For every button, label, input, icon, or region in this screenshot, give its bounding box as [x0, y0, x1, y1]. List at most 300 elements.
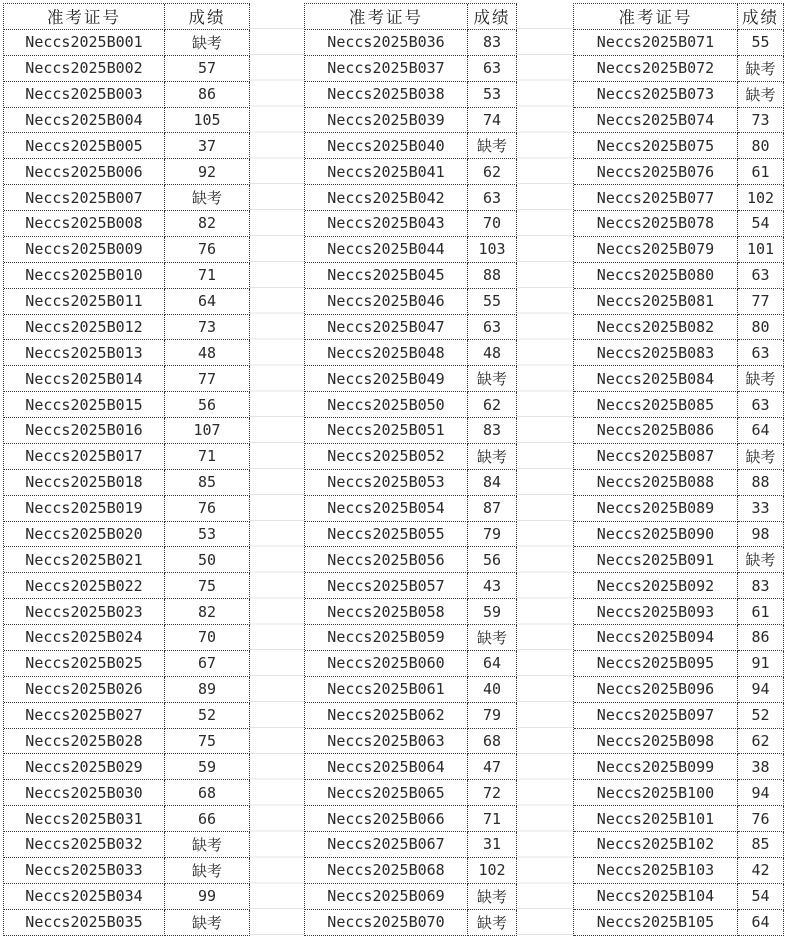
score-cell: 83: [468, 418, 517, 444]
candidate-id-cell: Neccs2025B040: [305, 133, 468, 159]
table-row: [4, 159, 250, 185]
score-cell: 99: [165, 884, 250, 910]
candidate-id-cell: Neccs2025B013: [4, 340, 165, 366]
candidate-id-cell: Neccs2025B057: [305, 573, 468, 599]
candidate-id-cell: Neccs2025B102: [574, 832, 738, 858]
candidate-id-cell: Neccs2025B017: [4, 444, 165, 470]
candidate-id-cell: Neccs2025B092: [574, 573, 738, 599]
table-row: [4, 444, 250, 470]
candidate-id-cell: Neccs2025B051: [305, 418, 468, 444]
candidate-id-cell: Neccs2025B089: [574, 496, 738, 522]
candidate-id-cell: Neccs2025B101: [574, 806, 738, 832]
score-cell: 77: [165, 366, 250, 392]
score-table-1: [3, 3, 250, 936]
table-row: [4, 185, 250, 211]
candidate-id-cell: Neccs2025B014: [4, 366, 165, 392]
score-cell: 63: [738, 340, 784, 366]
table-row: [4, 884, 250, 910]
column-header-score: 成绩: [738, 4, 784, 30]
score-cell: 50: [165, 547, 250, 573]
table-row: [305, 651, 517, 677]
score-cell: 105: [165, 108, 250, 134]
table-row: [305, 366, 517, 392]
candidate-id-cell: Neccs2025B028: [4, 729, 165, 755]
table-row: [574, 340, 784, 366]
candidate-id-cell: Neccs2025B046: [305, 289, 468, 315]
table-row: [4, 30, 250, 56]
table-row: [4, 289, 250, 315]
table-row: [574, 444, 784, 470]
table-row: [4, 832, 250, 858]
candidate-id-cell: Neccs2025B054: [305, 496, 468, 522]
score-cell: 94: [738, 677, 784, 703]
score-cell: 55: [468, 289, 517, 315]
table-row: [4, 108, 250, 134]
table-row: [305, 703, 517, 729]
table-row: [574, 625, 784, 651]
candidate-id-cell: Neccs2025B029: [4, 754, 165, 780]
table-row: [305, 108, 517, 134]
score-cell: 56: [165, 392, 250, 418]
score-cell: 86: [738, 625, 784, 651]
score-cell: 70: [468, 211, 517, 237]
table-row: [574, 910, 784, 936]
score-cell: 82: [165, 599, 250, 625]
table-row: [574, 392, 784, 418]
score-cell: 91: [738, 651, 784, 677]
score-cell: 61: [738, 599, 784, 625]
candidate-id-cell: Neccs2025B022: [4, 573, 165, 599]
score-cell: 缺考: [165, 832, 250, 858]
score-cell: 73: [738, 108, 784, 134]
candidate-id-cell: Neccs2025B078: [574, 211, 738, 237]
score-cell: 64: [165, 289, 250, 315]
candidate-id-cell: Neccs2025B100: [574, 780, 738, 806]
candidate-id-cell: Neccs2025B076: [574, 159, 738, 185]
table-row: [4, 599, 250, 625]
table-row: [305, 315, 517, 341]
candidate-id-cell: Neccs2025B088: [574, 470, 738, 496]
table-row: [574, 263, 784, 289]
score-cell: 缺考: [165, 910, 250, 936]
table-row: [4, 806, 250, 832]
candidate-id-cell: Neccs2025B075: [574, 133, 738, 159]
table-row: [574, 573, 784, 599]
candidate-id-cell: Neccs2025B023: [4, 599, 165, 625]
table-row: [574, 315, 784, 341]
sheet-gridlines-gap: [517, 3, 573, 935]
score-cell: 101: [738, 237, 784, 263]
table-row: [305, 392, 517, 418]
candidate-id-cell: Neccs2025B059: [305, 625, 468, 651]
score-cell: 59: [468, 599, 517, 625]
candidate-id-cell: Neccs2025B043: [305, 211, 468, 237]
table-row: [4, 211, 250, 237]
table-row: [4, 470, 250, 496]
column-header-id: 准考证号: [574, 4, 738, 30]
score-cell: 40: [468, 677, 517, 703]
score-cell: 64: [738, 910, 784, 936]
candidate-id-cell: Neccs2025B024: [4, 625, 165, 651]
column-header-id: 准考证号: [4, 4, 165, 30]
score-cell: 75: [165, 573, 250, 599]
score-cell: 47: [468, 754, 517, 780]
candidate-id-cell: Neccs2025B020: [4, 522, 165, 548]
table-row: [4, 366, 250, 392]
candidate-id-cell: Neccs2025B084: [574, 366, 738, 392]
table-row: [4, 315, 250, 341]
table-row: [574, 185, 784, 211]
candidate-id-cell: Neccs2025B103: [574, 858, 738, 884]
candidate-id-cell: Neccs2025B030: [4, 780, 165, 806]
candidate-id-cell: Neccs2025B002: [4, 56, 165, 82]
table-row: [305, 444, 517, 470]
candidate-id-cell: Neccs2025B061: [305, 677, 468, 703]
table-row: [4, 547, 250, 573]
candidate-id-cell: Neccs2025B099: [574, 754, 738, 780]
candidate-id-cell: Neccs2025B087: [574, 444, 738, 470]
candidate-id-cell: Neccs2025B064: [305, 754, 468, 780]
candidate-id-cell: Neccs2025B049: [305, 366, 468, 392]
score-cell: 63: [468, 185, 517, 211]
header-row: [305, 4, 517, 30]
score-cell: 71: [468, 806, 517, 832]
candidate-id-cell: Neccs2025B052: [305, 444, 468, 470]
score-cell: 62: [738, 729, 784, 755]
table-row: [305, 470, 517, 496]
candidate-id-cell: Neccs2025B082: [574, 315, 738, 341]
table-row: [574, 30, 784, 56]
score-cell: 102: [738, 185, 784, 211]
table-row: [4, 56, 250, 82]
table-row: [305, 884, 517, 910]
candidate-id-cell: Neccs2025B080: [574, 263, 738, 289]
candidate-id-cell: Neccs2025B063: [305, 729, 468, 755]
score-cell: 53: [468, 82, 517, 108]
table-row: [4, 496, 250, 522]
candidate-id-cell: Neccs2025B098: [574, 729, 738, 755]
candidate-id-cell: Neccs2025B034: [4, 884, 165, 910]
candidate-id-cell: Neccs2025B105: [574, 910, 738, 936]
score-cell: 42: [738, 858, 784, 884]
score-cell: 80: [738, 315, 784, 341]
score-cell: 79: [468, 522, 517, 548]
table-row: [4, 82, 250, 108]
table-row: [4, 133, 250, 159]
candidate-id-cell: Neccs2025B095: [574, 651, 738, 677]
table-row: [574, 806, 784, 832]
candidate-id-cell: Neccs2025B015: [4, 392, 165, 418]
candidate-id-cell: Neccs2025B067: [305, 832, 468, 858]
candidate-id-cell: Neccs2025B047: [305, 315, 468, 341]
table-row: [574, 470, 784, 496]
candidate-id-cell: Neccs2025B091: [574, 547, 738, 573]
table-row: [305, 729, 517, 755]
score-cell: 61: [738, 159, 784, 185]
score-cell: 76: [738, 806, 784, 832]
score-cell: 54: [738, 211, 784, 237]
candidate-id-cell: Neccs2025B025: [4, 651, 165, 677]
table-row: [305, 677, 517, 703]
table-row: [305, 30, 517, 56]
table-row: [305, 418, 517, 444]
candidate-id-cell: Neccs2025B018: [4, 470, 165, 496]
table-row: [4, 858, 250, 884]
table-row: [4, 237, 250, 263]
candidate-id-cell: Neccs2025B039: [305, 108, 468, 134]
candidate-id-cell: Neccs2025B021: [4, 547, 165, 573]
score-cell: 54: [738, 884, 784, 910]
table-row: [574, 82, 784, 108]
table-row: [305, 754, 517, 780]
score-cell: 缺考: [738, 444, 784, 470]
table-row: [574, 754, 784, 780]
table-row: [305, 159, 517, 185]
score-cell: 71: [165, 444, 250, 470]
candidate-id-cell: Neccs2025B012: [4, 315, 165, 341]
score-cell: 缺考: [468, 366, 517, 392]
sheet-gridlines-gap: [250, 3, 304, 935]
candidate-id-cell: Neccs2025B038: [305, 82, 468, 108]
candidate-id-cell: Neccs2025B050: [305, 392, 468, 418]
column-header-score: 成绩: [468, 4, 517, 30]
table-row: [305, 289, 517, 315]
score-cell: 缺考: [468, 625, 517, 651]
score-cell: 83: [738, 573, 784, 599]
candidate-id-cell: Neccs2025B033: [4, 858, 165, 884]
table-row: [574, 56, 784, 82]
score-cell: 63: [738, 392, 784, 418]
table-row: [574, 496, 784, 522]
header-row: [574, 4, 784, 30]
candidate-id-cell: Neccs2025B085: [574, 392, 738, 418]
candidate-id-cell: Neccs2025B093: [574, 599, 738, 625]
score-cell: 48: [165, 340, 250, 366]
score-cell: 72: [468, 780, 517, 806]
score-cell: 77: [738, 289, 784, 315]
table-row: [4, 703, 250, 729]
score-cell: 缺考: [738, 56, 784, 82]
score-cell: 缺考: [468, 133, 517, 159]
table-row: [574, 599, 784, 625]
candidate-id-cell: Neccs2025B026: [4, 677, 165, 703]
score-cell: 71: [165, 263, 250, 289]
table-row: [574, 159, 784, 185]
table-row: [305, 185, 517, 211]
score-cell: 94: [738, 780, 784, 806]
candidate-id-cell: Neccs2025B073: [574, 82, 738, 108]
table-row: [4, 910, 250, 936]
score-cell: 89: [165, 677, 250, 703]
score-cell: 102: [468, 858, 517, 884]
candidate-id-cell: Neccs2025B016: [4, 418, 165, 444]
table-row: [305, 263, 517, 289]
score-cell: 62: [468, 159, 517, 185]
table-row: [4, 651, 250, 677]
score-cell: 63: [738, 263, 784, 289]
score-cell: 43: [468, 573, 517, 599]
score-cell: 38: [738, 754, 784, 780]
score-cell: 70: [165, 625, 250, 651]
candidate-id-cell: Neccs2025B003: [4, 82, 165, 108]
table-row: [574, 677, 784, 703]
table-row: [4, 522, 250, 548]
score-cell: 缺考: [165, 858, 250, 884]
score-cell: 63: [468, 315, 517, 341]
score-cell: 缺考: [468, 444, 517, 470]
score-table-2: [304, 3, 517, 936]
table-row: [305, 625, 517, 651]
score-cell: 52: [738, 703, 784, 729]
table-row: [4, 573, 250, 599]
table-row: [305, 82, 517, 108]
score-cell: 82: [165, 211, 250, 237]
table-row: [305, 547, 517, 573]
candidate-id-cell: Neccs2025B083: [574, 340, 738, 366]
score-cell: 88: [468, 263, 517, 289]
score-cell: 56: [468, 547, 517, 573]
table-row: [305, 806, 517, 832]
score-cell: 缺考: [468, 910, 517, 936]
table-row: [574, 884, 784, 910]
candidate-id-cell: Neccs2025B006: [4, 159, 165, 185]
table-row: [4, 729, 250, 755]
candidate-id-cell: Neccs2025B070: [305, 910, 468, 936]
table-row: [4, 392, 250, 418]
candidate-id-cell: Neccs2025B068: [305, 858, 468, 884]
table-row: [305, 133, 517, 159]
score-cell: 92: [165, 159, 250, 185]
candidate-id-cell: Neccs2025B062: [305, 703, 468, 729]
candidate-id-cell: Neccs2025B019: [4, 496, 165, 522]
candidate-id-cell: Neccs2025B009: [4, 237, 165, 263]
table-row: [574, 289, 784, 315]
table-row: [305, 211, 517, 237]
candidate-id-cell: Neccs2025B079: [574, 237, 738, 263]
score-cell: 66: [165, 806, 250, 832]
score-cell: 33: [738, 496, 784, 522]
candidate-id-cell: Neccs2025B074: [574, 108, 738, 134]
score-cell: 86: [165, 82, 250, 108]
candidate-id-cell: Neccs2025B027: [4, 703, 165, 729]
score-cell: 37: [165, 133, 250, 159]
candidate-id-cell: Neccs2025B071: [574, 30, 738, 56]
table-row: [574, 703, 784, 729]
table-row: [574, 133, 784, 159]
candidate-id-cell: Neccs2025B090: [574, 522, 738, 548]
score-cell: 73: [165, 315, 250, 341]
table-row: [574, 366, 784, 392]
candidate-id-cell: Neccs2025B086: [574, 418, 738, 444]
candidate-id-cell: Neccs2025B077: [574, 185, 738, 211]
score-cell: 31: [468, 832, 517, 858]
score-cell: 84: [468, 470, 517, 496]
candidate-id-cell: Neccs2025B094: [574, 625, 738, 651]
table-row: [305, 340, 517, 366]
candidate-id-cell: Neccs2025B066: [305, 806, 468, 832]
candidate-id-cell: Neccs2025B096: [574, 677, 738, 703]
score-cell: 67: [165, 651, 250, 677]
candidate-id-cell: Neccs2025B048: [305, 340, 468, 366]
table-row: [574, 237, 784, 263]
score-cell: 87: [468, 496, 517, 522]
table-row: [305, 496, 517, 522]
score-cell: 68: [165, 780, 250, 806]
candidate-id-cell: Neccs2025B053: [305, 470, 468, 496]
score-cell: 53: [165, 522, 250, 548]
score-cell: 85: [738, 832, 784, 858]
table-row: [574, 418, 784, 444]
candidate-id-cell: Neccs2025B037: [305, 56, 468, 82]
candidate-id-cell: Neccs2025B036: [305, 30, 468, 56]
candidate-id-cell: Neccs2025B081: [574, 289, 738, 315]
table-row: [574, 108, 784, 134]
candidate-id-cell: Neccs2025B004: [4, 108, 165, 134]
candidate-id-cell: Neccs2025B044: [305, 237, 468, 263]
score-cell: 103: [468, 237, 517, 263]
table-row: [4, 340, 250, 366]
table-row: [305, 910, 517, 936]
table-row: [574, 729, 784, 755]
candidate-id-cell: Neccs2025B069: [305, 884, 468, 910]
table-row: [4, 263, 250, 289]
score-cell: 57: [165, 56, 250, 82]
table-row: [574, 858, 784, 884]
score-cell: 107: [165, 418, 250, 444]
candidate-id-cell: Neccs2025B011: [4, 289, 165, 315]
table-row: [4, 677, 250, 703]
table-row: [305, 522, 517, 548]
table-row: [574, 211, 784, 237]
table-row: [305, 780, 517, 806]
score-cell: 63: [468, 56, 517, 82]
score-table-3: [573, 3, 784, 936]
candidate-id-cell: Neccs2025B001: [4, 30, 165, 56]
candidate-id-cell: Neccs2025B007: [4, 185, 165, 211]
score-cell: 64: [738, 418, 784, 444]
table-row: [574, 651, 784, 677]
table-row: [4, 754, 250, 780]
candidate-id-cell: Neccs2025B058: [305, 599, 468, 625]
score-cell: 79: [468, 703, 517, 729]
candidate-id-cell: Neccs2025B032: [4, 832, 165, 858]
score-cell: 98: [738, 522, 784, 548]
score-cell: 75: [165, 729, 250, 755]
table-row: [574, 832, 784, 858]
candidate-id-cell: Neccs2025B072: [574, 56, 738, 82]
score-cell: 缺考: [738, 82, 784, 108]
table-row: [574, 780, 784, 806]
score-cell: 83: [468, 30, 517, 56]
table-row: [305, 832, 517, 858]
score-cell: 68: [468, 729, 517, 755]
table-row: [305, 599, 517, 625]
score-cell: 76: [165, 496, 250, 522]
column-header-score: 成绩: [165, 4, 250, 30]
score-cell: 缺考: [165, 185, 250, 211]
table-row: [574, 547, 784, 573]
candidate-id-cell: Neccs2025B035: [4, 910, 165, 936]
candidate-id-cell: Neccs2025B041: [305, 159, 468, 185]
score-cell: 48: [468, 340, 517, 366]
score-cell: 缺考: [165, 30, 250, 56]
candidate-id-cell: Neccs2025B005: [4, 133, 165, 159]
table-row: [305, 56, 517, 82]
score-cell: 64: [468, 651, 517, 677]
score-cell: 74: [468, 108, 517, 134]
table-row: [305, 573, 517, 599]
score-cell: 80: [738, 133, 784, 159]
